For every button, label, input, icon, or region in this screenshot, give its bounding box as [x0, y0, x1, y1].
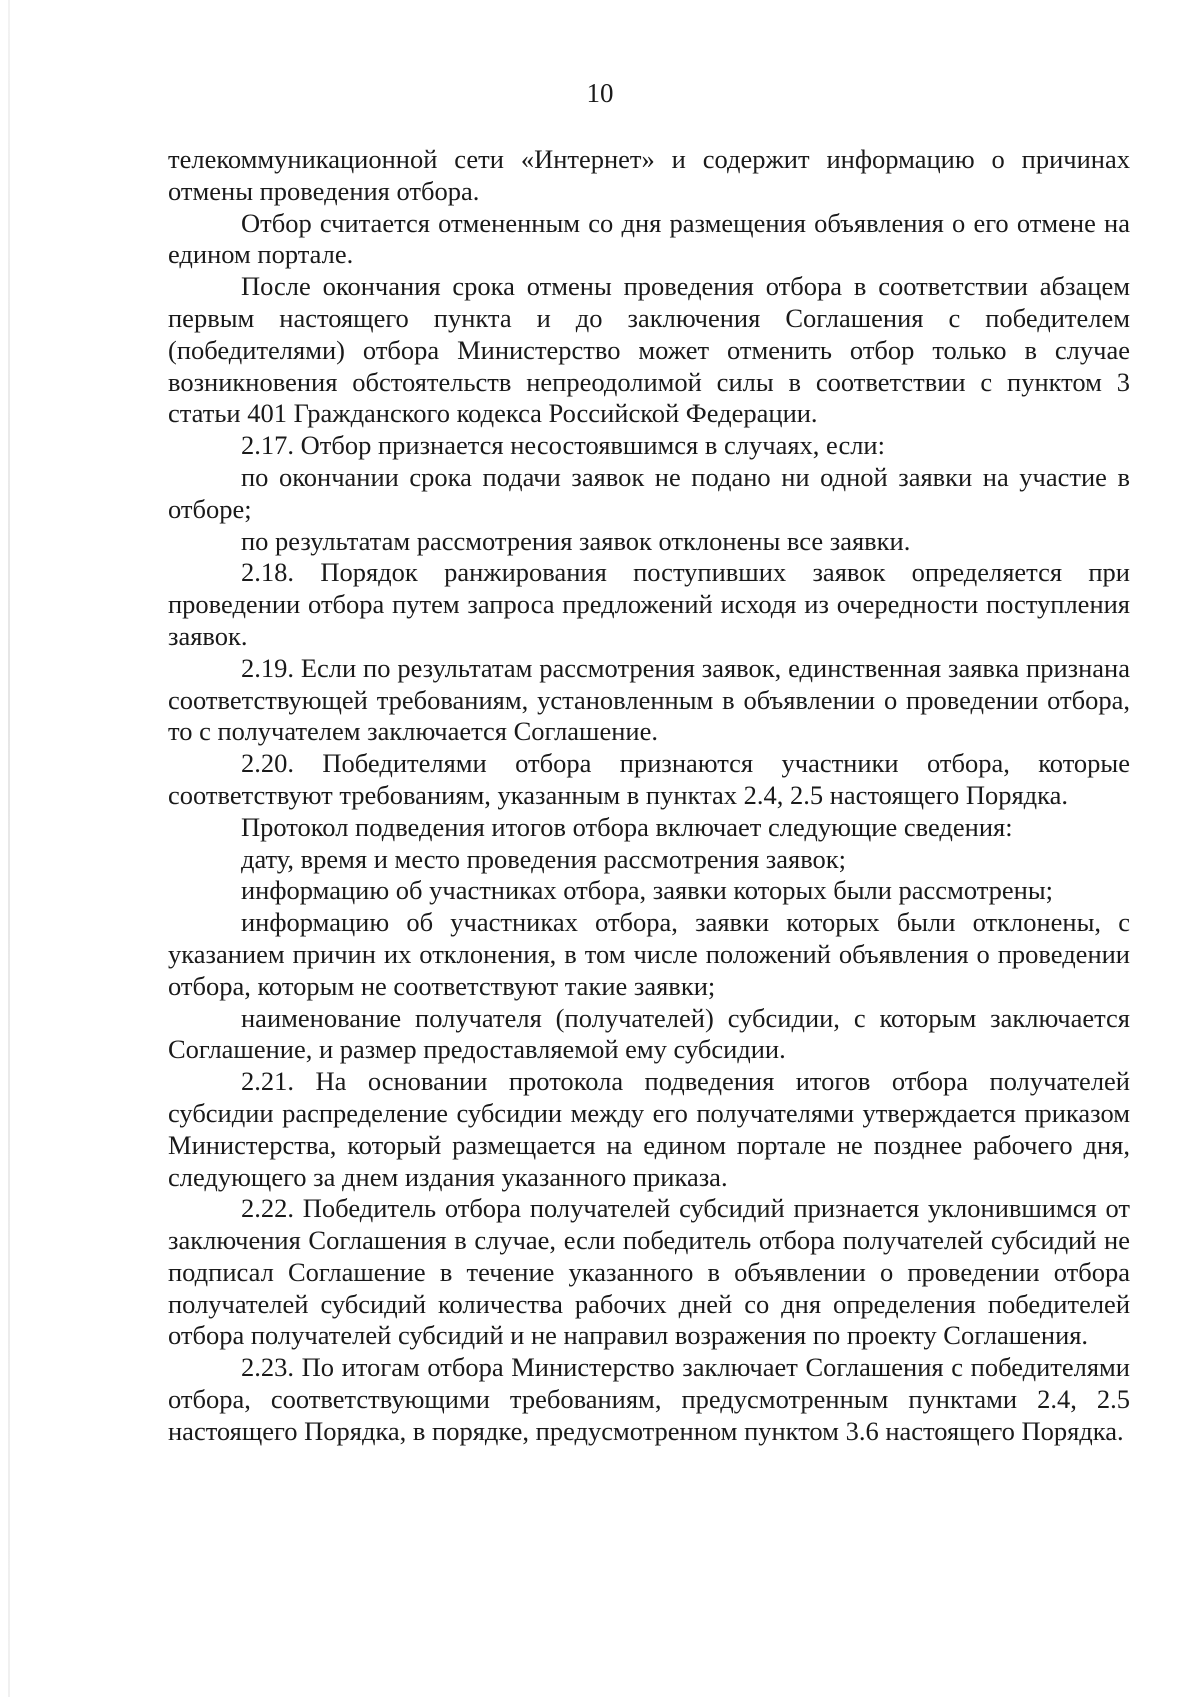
paragraph-protocol: Протокол подведения итогов отбора включает следующие сведения:: [241, 811, 1013, 842]
paragraph-2-19: 2.19. Если по результатам рассмотрения заявок, единственная заявка признана соответствующей требованиям, установленным в объявлении о проведении отбора, то с получателем заключается Соглашение.: [168, 652, 1130, 747]
paragraph-2-23: 2.23. По итогам отбора Министерство заключает Соглашения с победителями отбора, соответствующими требованиям, предусмотренным пунктами 2.4, 2.5 настоящего Порядка, в порядке, предусмотренном пунктом 3.6 настоящего Порядка.: [168, 1352, 1130, 1446]
paragraph-2-21: 2.21. На основании протокола подведения итогов отбора получателей субсидии распределение субсидии между его получателями утверждается приказом Министерства, который размещается на едином портале не позднее рабочего дня, следующего за днем издания указанного приказа.: [168, 1066, 1130, 1192]
paragraph-protocol-item-3: информацию об участниках отбора, заявки которых были отклонены, с указанием причин их отклонения, в том числе положений объявления о проведении отбора, которым не соответствуют такие заявки;: [168, 907, 1130, 1001]
paragraph-protocol-item-2: информацию об участниках отбора, заявки которых были рассмотрены;: [241, 875, 1054, 906]
paragraph-2-20: 2.20. Победителями отбора признаются участники отбора, которые соответствуют требованиям, указанным в пунктах 2.4, 2.5 настоящего Порядка.: [168, 748, 1130, 810]
scan-edge-shadow: [8, 0, 10, 1697]
body-text: [168, 144, 1130, 1448]
paragraph-protocol-item-1: дату, время и место проведения рассмотрения заявок;: [241, 843, 847, 874]
paragraph-2-22: 2.22. Победитель отбора получателей субсидий признается уклонившимся от заключения Соглашения в случае, если победитель отбора получателей субсидий не подписал Соглашение в течение указанного в объявлении о проведении отбора получателей субсидий количества рабочих дней со дня определения победителей отбора получателей субсидий и не направил возражения по проекту Соглашения.: [168, 1193, 1130, 1351]
paragraph-2-17: 2.17. Отбор признается несостоявшимся в случаях, если:: [241, 430, 885, 461]
paragraph-continuation: телекоммуникационной сети «Интернет» и содержит информацию о причинах отмены проведения отбора.: [168, 144, 1130, 206]
paragraph-cancel-effective: Отбор считается отмененным со дня размещения объявления о его отмене на едином портале.: [168, 207, 1130, 270]
page-number: 10: [586, 78, 614, 108]
paragraph-2-17-case-2: по результатам рассмотрения заявок отклонены все заявки.: [241, 525, 911, 556]
paragraph-force-majeure: После окончания срока отмены проведения отбора в соответствии абзацем первым настоящего пункта и до заключения Соглашения с победителем (победителями) отбора Министерство может отменить отбор только в случае возникновения обстоятельств непреодолимой силы в соответствии с пунктом 3 статьи 401 Гражданского кодекса Российской Федерации.: [168, 271, 1130, 429]
paragraph-2-18: 2.18. Порядок ранжирования поступивших заявок определяется при проведении отбора путем запроса предложений исходя из очередности поступления заявок.: [168, 557, 1130, 651]
paragraph-protocol-item-4: наименование получателя (получателей) субсидии, с которым заключается Соглашение, и размер предоставляемой ему субсидии.: [168, 1002, 1130, 1065]
paragraph-2-17-case-1: по окончании срока подачи заявок не подано ни одной заявки на участие в отборе;: [168, 461, 1130, 524]
